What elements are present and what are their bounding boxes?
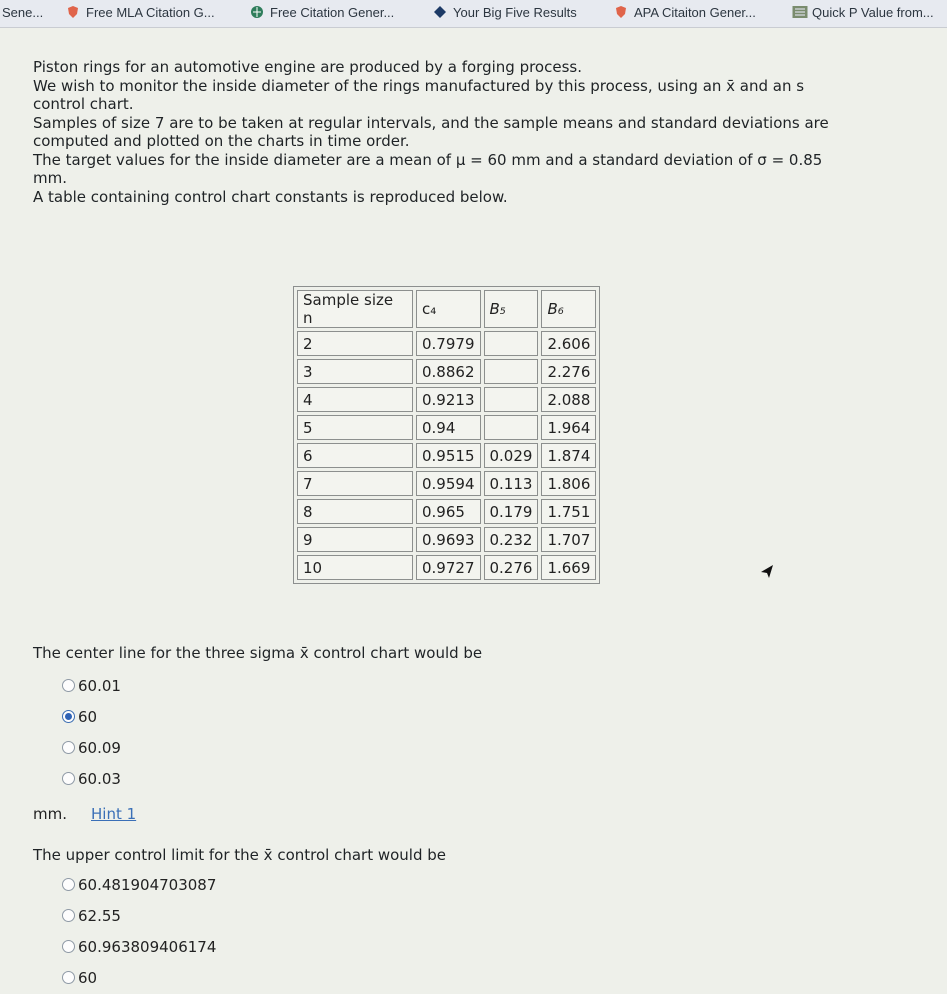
control-chart-constants-table [293, 286, 600, 584]
bookmark-label: Quick P Value from... [812, 4, 934, 20]
table-cell [484, 359, 539, 384]
question-line: The target values for the inside diameter are a mean of μ = 60 mm and a standard deviation of σ = 0.85 mm. [33, 150, 823, 187]
center-line-option[interactable] [62, 763, 121, 794]
option-label: 60 [78, 707, 98, 726]
table-cell: 9 [297, 527, 413, 552]
table-cell: 1.669 [541, 555, 596, 580]
ucl-option[interactable] [62, 900, 216, 931]
option-label: 60.01 [78, 676, 121, 695]
center-line-option[interactable] [62, 701, 121, 732]
table-cell: 1.874 [541, 443, 596, 468]
table-cell: 0.94 [416, 415, 481, 440]
mouse-cursor-icon [759, 563, 775, 585]
upper-control-limit-options [62, 869, 216, 993]
option-label: 60 [78, 968, 98, 987]
table-cell: 0.179 [484, 499, 539, 524]
table-row [297, 499, 596, 524]
radio-button[interactable] [62, 940, 75, 953]
table-cell: 0.9213 [416, 387, 481, 412]
column-header-c4: c₄ [416, 290, 481, 328]
option-label: 60.09 [78, 738, 121, 757]
table-cell: 10 [297, 555, 413, 580]
bookmark-label: Your Big Five Results [453, 4, 577, 20]
bookmark-label: Sene... [2, 4, 44, 20]
center-line-options [62, 670, 121, 794]
unit-hint-row [33, 805, 136, 823]
table-row [297, 359, 596, 384]
shield-icon [66, 5, 80, 19]
table-row [297, 331, 596, 356]
table-cell: 1.806 [541, 471, 596, 496]
table-cell: 1.751 [541, 499, 596, 524]
table-cell: 5 [297, 415, 413, 440]
table-cell: 0.029 [484, 443, 539, 468]
hint-link[interactable]: Hint 1 [91, 805, 137, 823]
table-cell: 0.232 [484, 527, 539, 552]
question-text [33, 58, 853, 206]
table-row [297, 443, 596, 468]
center-line-option[interactable] [62, 732, 121, 763]
column-header-b6: B₆ [541, 290, 596, 328]
radio-button[interactable] [62, 741, 75, 754]
table-row [297, 387, 596, 412]
table-cell: 0.965 [416, 499, 481, 524]
table-cell: 0.276 [484, 555, 539, 580]
table-cell: 1.707 [541, 527, 596, 552]
question-line: A table containing control chart constants is reproduced below. [33, 187, 508, 206]
table-cell: 0.113 [484, 471, 539, 496]
table-row [297, 527, 596, 552]
ucl-option[interactable] [62, 869, 216, 900]
table-header-row [297, 290, 596, 328]
table-cell: 0.9693 [416, 527, 481, 552]
bookmark-big-five-results[interactable] [433, 0, 577, 24]
bookmark-free-citation-generator[interactable] [250, 0, 394, 24]
bookmark-quick-p-value[interactable] [792, 0, 934, 24]
table-body [297, 331, 596, 580]
table-cell: 7 [297, 471, 413, 496]
table-cell: 6 [297, 443, 413, 468]
radio-button[interactable] [62, 679, 75, 692]
bookmark-apa-citation-generator[interactable] [614, 0, 756, 24]
center-line-option[interactable] [62, 670, 121, 701]
bookmark-label: Free MLA Citation G... [86, 4, 215, 20]
shield-icon [614, 5, 628, 19]
globe-icon [250, 5, 264, 19]
table-cell: 0.7979 [416, 331, 481, 356]
table-cell: 3 [297, 359, 413, 384]
table-row [297, 415, 596, 440]
table-cell [484, 387, 539, 412]
radio-button[interactable] [62, 772, 75, 785]
table-cell: 0.9594 [416, 471, 481, 496]
column-header-b5: B₅ [484, 290, 539, 328]
table-cell: 8 [297, 499, 413, 524]
table-cell: 0.9515 [416, 443, 481, 468]
table-row [297, 555, 596, 580]
radio-button[interactable] [62, 971, 75, 984]
option-label: 62.55 [78, 906, 121, 925]
radio-button[interactable] [62, 878, 75, 891]
table-cell: 2 [297, 331, 413, 356]
table-cell: 2.606 [541, 331, 596, 356]
diamond-icon [433, 5, 447, 19]
option-label: 60.963809406174 [78, 937, 217, 956]
column-header-sample-size: Sample size n [297, 290, 413, 328]
ucl-option[interactable] [62, 931, 216, 962]
table-cell: 0.8862 [416, 359, 481, 384]
table-cell [484, 415, 539, 440]
center-line-question: The center line for the three sigma x̄ control chart would be [33, 644, 483, 662]
table-cell: 2.088 [541, 387, 596, 412]
bookmark-free-mla-citation[interactable] [66, 0, 215, 24]
table-cell [484, 331, 539, 356]
option-label: 60.481904703087 [78, 875, 217, 894]
option-label: 60.03 [78, 769, 121, 788]
question-line: Piston rings for an automotive engine are produced by a forging process. [33, 58, 582, 76]
bookmarks-bar [0, 0, 947, 28]
bookmark-label: APA Citaiton Gener... [634, 4, 756, 20]
question-content [0, 30, 947, 994]
radio-button-selected[interactable] [62, 710, 75, 723]
unit-label: mm. [33, 805, 67, 823]
table-cell: 1.964 [541, 415, 596, 440]
table-cell: 0.9727 [416, 555, 481, 580]
table-row [297, 471, 596, 496]
upper-control-limit-question: The upper control limit for the x̄ control chart would be [33, 846, 447, 864]
bookmark-label: Free Citation Gener... [270, 4, 395, 20]
table-cell: 4 [297, 387, 413, 412]
radio-button[interactable] [62, 909, 75, 922]
calculator-icon [792, 5, 806, 19]
question-line: Samples of size 7 are to be taken at regular intervals, and the sample means and standard deviations are computed and plotted on the charts in time order. [33, 113, 829, 150]
question-line: We wish to monitor the inside diameter of the rings manufactured by this process, using an x̄ and an s control chart. [33, 76, 805, 113]
ucl-option[interactable] [62, 962, 216, 993]
table-cell: 2.276 [541, 359, 596, 384]
bookmark-0[interactable] [2, 0, 43, 24]
